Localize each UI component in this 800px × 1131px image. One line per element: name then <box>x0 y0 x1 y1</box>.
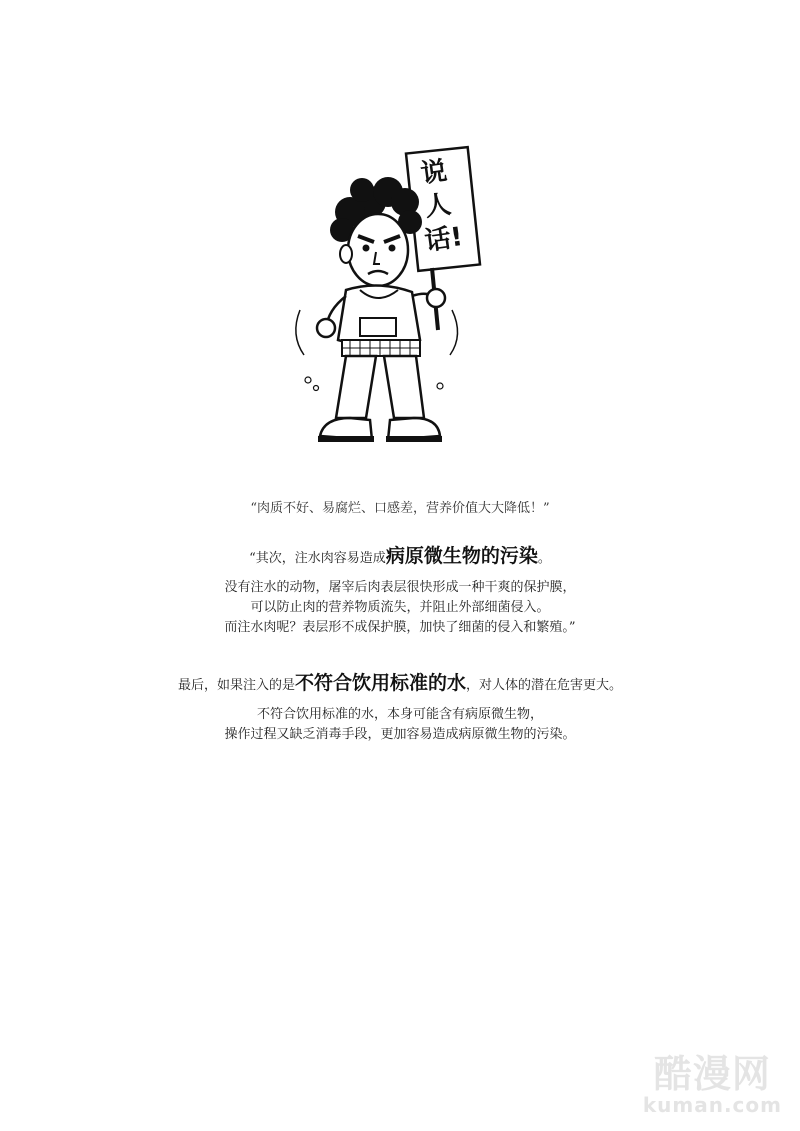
section3-line: 操作过程又缺乏消毒手段，更加容易造成病原微生物的污染。 <box>224 726 576 742</box>
watermark-domain: kuman.com <box>642 1093 782 1117</box>
character-drawing <box>280 140 520 460</box>
section2-lead-suffix: 。 <box>537 551 551 566</box>
section-non-potable-water <box>0 672 800 745</box>
sneakers <box>318 418 442 442</box>
section-pathogen-contamination <box>0 545 800 638</box>
section2-lead <box>0 545 800 568</box>
plaid-shirt-waist <box>342 340 420 356</box>
legs <box>336 356 424 418</box>
sign-text-2: 人 <box>422 189 453 223</box>
quote-meat-quality: “肉质不好、易腐烂、口感差，营养价值大大降低！” <box>250 501 550 516</box>
section3-lead-prefix: 最后，如果注入的是 <box>177 678 295 693</box>
section2-line: 而注水肉呢？表层形不成保护膜，加快了细菌的侵入和繁殖。” <box>224 619 576 635</box>
section2-line: 可以防止肉的营养物质流失，并阻止外部细菌侵入。 <box>250 599 550 615</box>
watermark-chinese: 酷漫网 <box>653 1052 771 1096</box>
section3-lead-emphasis: 不符合饮用标准的水 <box>294 672 466 694</box>
sweat-drops <box>305 377 443 391</box>
section3-lead <box>0 672 800 695</box>
site-watermark <box>642 1052 782 1117</box>
character-illustration <box>280 140 520 460</box>
section2-line: 没有注水的动物，屠宰后肉表层很快形成一种干爽的保护膜， <box>224 579 576 595</box>
section3-line: 不符合饮用标准的水，本身可能含有病原微生物， <box>256 706 543 722</box>
sign-text-1: 说 <box>418 156 449 190</box>
sign-text-3: 话! <box>422 221 465 257</box>
section3-lead-suffix: ，对人体的潜在危害更大。 <box>466 678 623 693</box>
section2-lead-emphasis: 病原微生物的污染 <box>385 545 538 567</box>
section2-lead-prefix: “其次，注水肉容易造成 <box>249 551 386 566</box>
